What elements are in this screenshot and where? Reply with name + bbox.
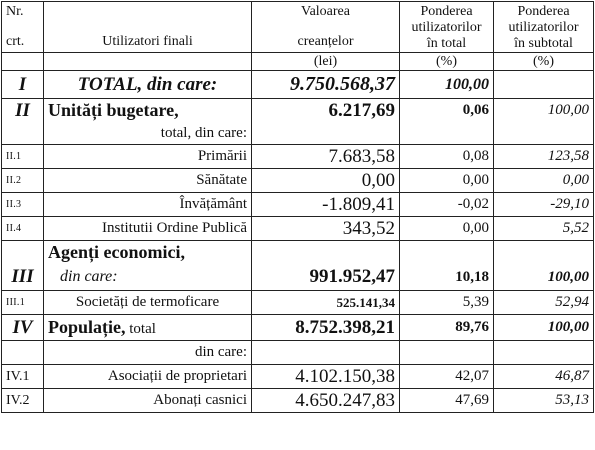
header-pond-sub-3: în subtotal: [514, 36, 573, 51]
header-valoarea-label: Valoarea: [301, 4, 350, 19]
table-row-bugetare: [2, 99, 594, 123]
row-nr: II.3: [2, 193, 44, 217]
header-pond-total-1: Ponderea: [420, 4, 473, 19]
row-share-sub: 100,00: [494, 99, 594, 123]
row-nr: IV.2: [2, 389, 44, 413]
row-value: 4.102.150,38: [252, 365, 400, 389]
header-pond-sub-1: Ponderea: [517, 4, 570, 19]
table-row-invatamant: [2, 193, 594, 217]
row-share-sub: -29,10: [494, 193, 594, 217]
row-share-total: 5,39: [400, 291, 494, 315]
row-value: 525.141,34: [252, 291, 400, 315]
row-share-sub: 100,00: [494, 265, 594, 291]
header-pond-sub-2: utilizatorilor: [508, 20, 579, 35]
row-share-total: 0,06: [400, 99, 494, 123]
table-row-bugetare-sub: [2, 123, 594, 145]
row-label: Învățământ: [44, 193, 252, 217]
row-nr: II.2: [2, 169, 44, 193]
row-label: Unități bugetare,: [44, 99, 252, 123]
row-label-cell: [44, 315, 252, 341]
header-nr-label: Nr.: [6, 4, 24, 19]
row-share-total: 42,07: [400, 365, 494, 389]
table-row-din-care: [2, 341, 594, 365]
row-share-sub: 52,94: [494, 291, 594, 315]
header-pond-total: [400, 2, 494, 53]
table-row-sanatate: [2, 169, 594, 193]
row-label: Asociații de proprietari: [44, 365, 252, 389]
row-nr: I: [2, 71, 44, 99]
row-label: Sănătate: [44, 169, 252, 193]
row-share-sub: 46,87: [494, 365, 594, 389]
table-row-asociatii: [2, 365, 594, 389]
table-row-agenti: [2, 241, 594, 265]
row-nr: III.1: [2, 291, 44, 315]
row-share-sub: [494, 71, 594, 99]
row-share-total: 100,00: [400, 71, 494, 99]
row-value: 0,00: [252, 169, 400, 193]
row-label-2: din care:: [44, 265, 252, 291]
row-share-sub: 5,52: [494, 217, 594, 241]
row-share-total: 0,00: [400, 217, 494, 241]
header-valoarea-unit: (lei): [252, 53, 400, 71]
receivables-table: [1, 1, 594, 413]
row-value: 7.683,58: [252, 145, 400, 169]
header-utilizatori: [44, 2, 252, 53]
header-pond-total-2: utilizatorilor: [411, 20, 482, 35]
header-valoarea-label-2: creanțelor: [297, 34, 354, 49]
row-nr: II.4: [2, 217, 44, 241]
table-row-total: [2, 71, 594, 99]
row-nr: IV.1: [2, 365, 44, 389]
table-row-ordine: [2, 217, 594, 241]
row-label-suffix: total: [129, 321, 156, 337]
row-nr: II.1: [2, 145, 44, 169]
table-row-populatie: [2, 315, 594, 341]
header-utilizatori-label: Utilizatori finali: [102, 34, 193, 49]
row-label-2: total, din care:: [44, 123, 252, 145]
header-valoarea: [252, 2, 400, 53]
table-row-agenti-sub: [2, 265, 594, 291]
header-units-row: [2, 53, 594, 71]
row-value: 8.752.398,21: [252, 315, 400, 341]
header-pond-sub: [494, 2, 594, 53]
row-label: Primării: [44, 145, 252, 169]
row-value: -1.809,41: [252, 193, 400, 217]
row-nr: II: [2, 99, 44, 123]
header-row: [2, 2, 594, 53]
header-nr: [2, 2, 44, 53]
row-share-total: 89,76: [400, 315, 494, 341]
table-row-primarii: [2, 145, 594, 169]
row-share-total: 0,00: [400, 169, 494, 193]
row-share-sub: 100,00: [494, 315, 594, 341]
row-value: 6.217,69: [252, 99, 400, 123]
row-label: Societăți de termoficare: [44, 291, 252, 315]
row-label: Institutii Ordine Publică: [44, 217, 252, 241]
row-label: Agenți economici,: [44, 241, 252, 265]
table-row-abonati: [2, 389, 594, 413]
row-label: din care:: [44, 341, 252, 365]
row-share-total: -0,02: [400, 193, 494, 217]
row-value: 343,52: [252, 217, 400, 241]
row-value: 991.952,47: [252, 265, 400, 291]
row-nr: III: [2, 265, 44, 291]
row-label: Populație,: [48, 317, 126, 337]
row-label: TOTAL, din care:: [44, 71, 252, 99]
row-nr: IV: [2, 315, 44, 341]
header-pond-sub-unit: (%): [494, 53, 594, 71]
row-share-total: 10,18: [400, 265, 494, 291]
table-row-termoficare: [2, 291, 594, 315]
row-share-total: 0,08: [400, 145, 494, 169]
row-share-sub: 53,13: [494, 389, 594, 413]
header-crt-label: crt.: [6, 34, 25, 49]
header-pond-total-unit: (%): [400, 53, 494, 71]
row-value: 4.650.247,83: [252, 389, 400, 413]
row-share-sub: 123,58: [494, 145, 594, 169]
row-label: Abonați casnici: [44, 389, 252, 413]
row-share-sub: 0,00: [494, 169, 594, 193]
header-pond-total-3: în total: [426, 36, 467, 51]
row-share-total: 47,69: [400, 389, 494, 413]
row-value: 9.750.568,37: [252, 71, 400, 99]
